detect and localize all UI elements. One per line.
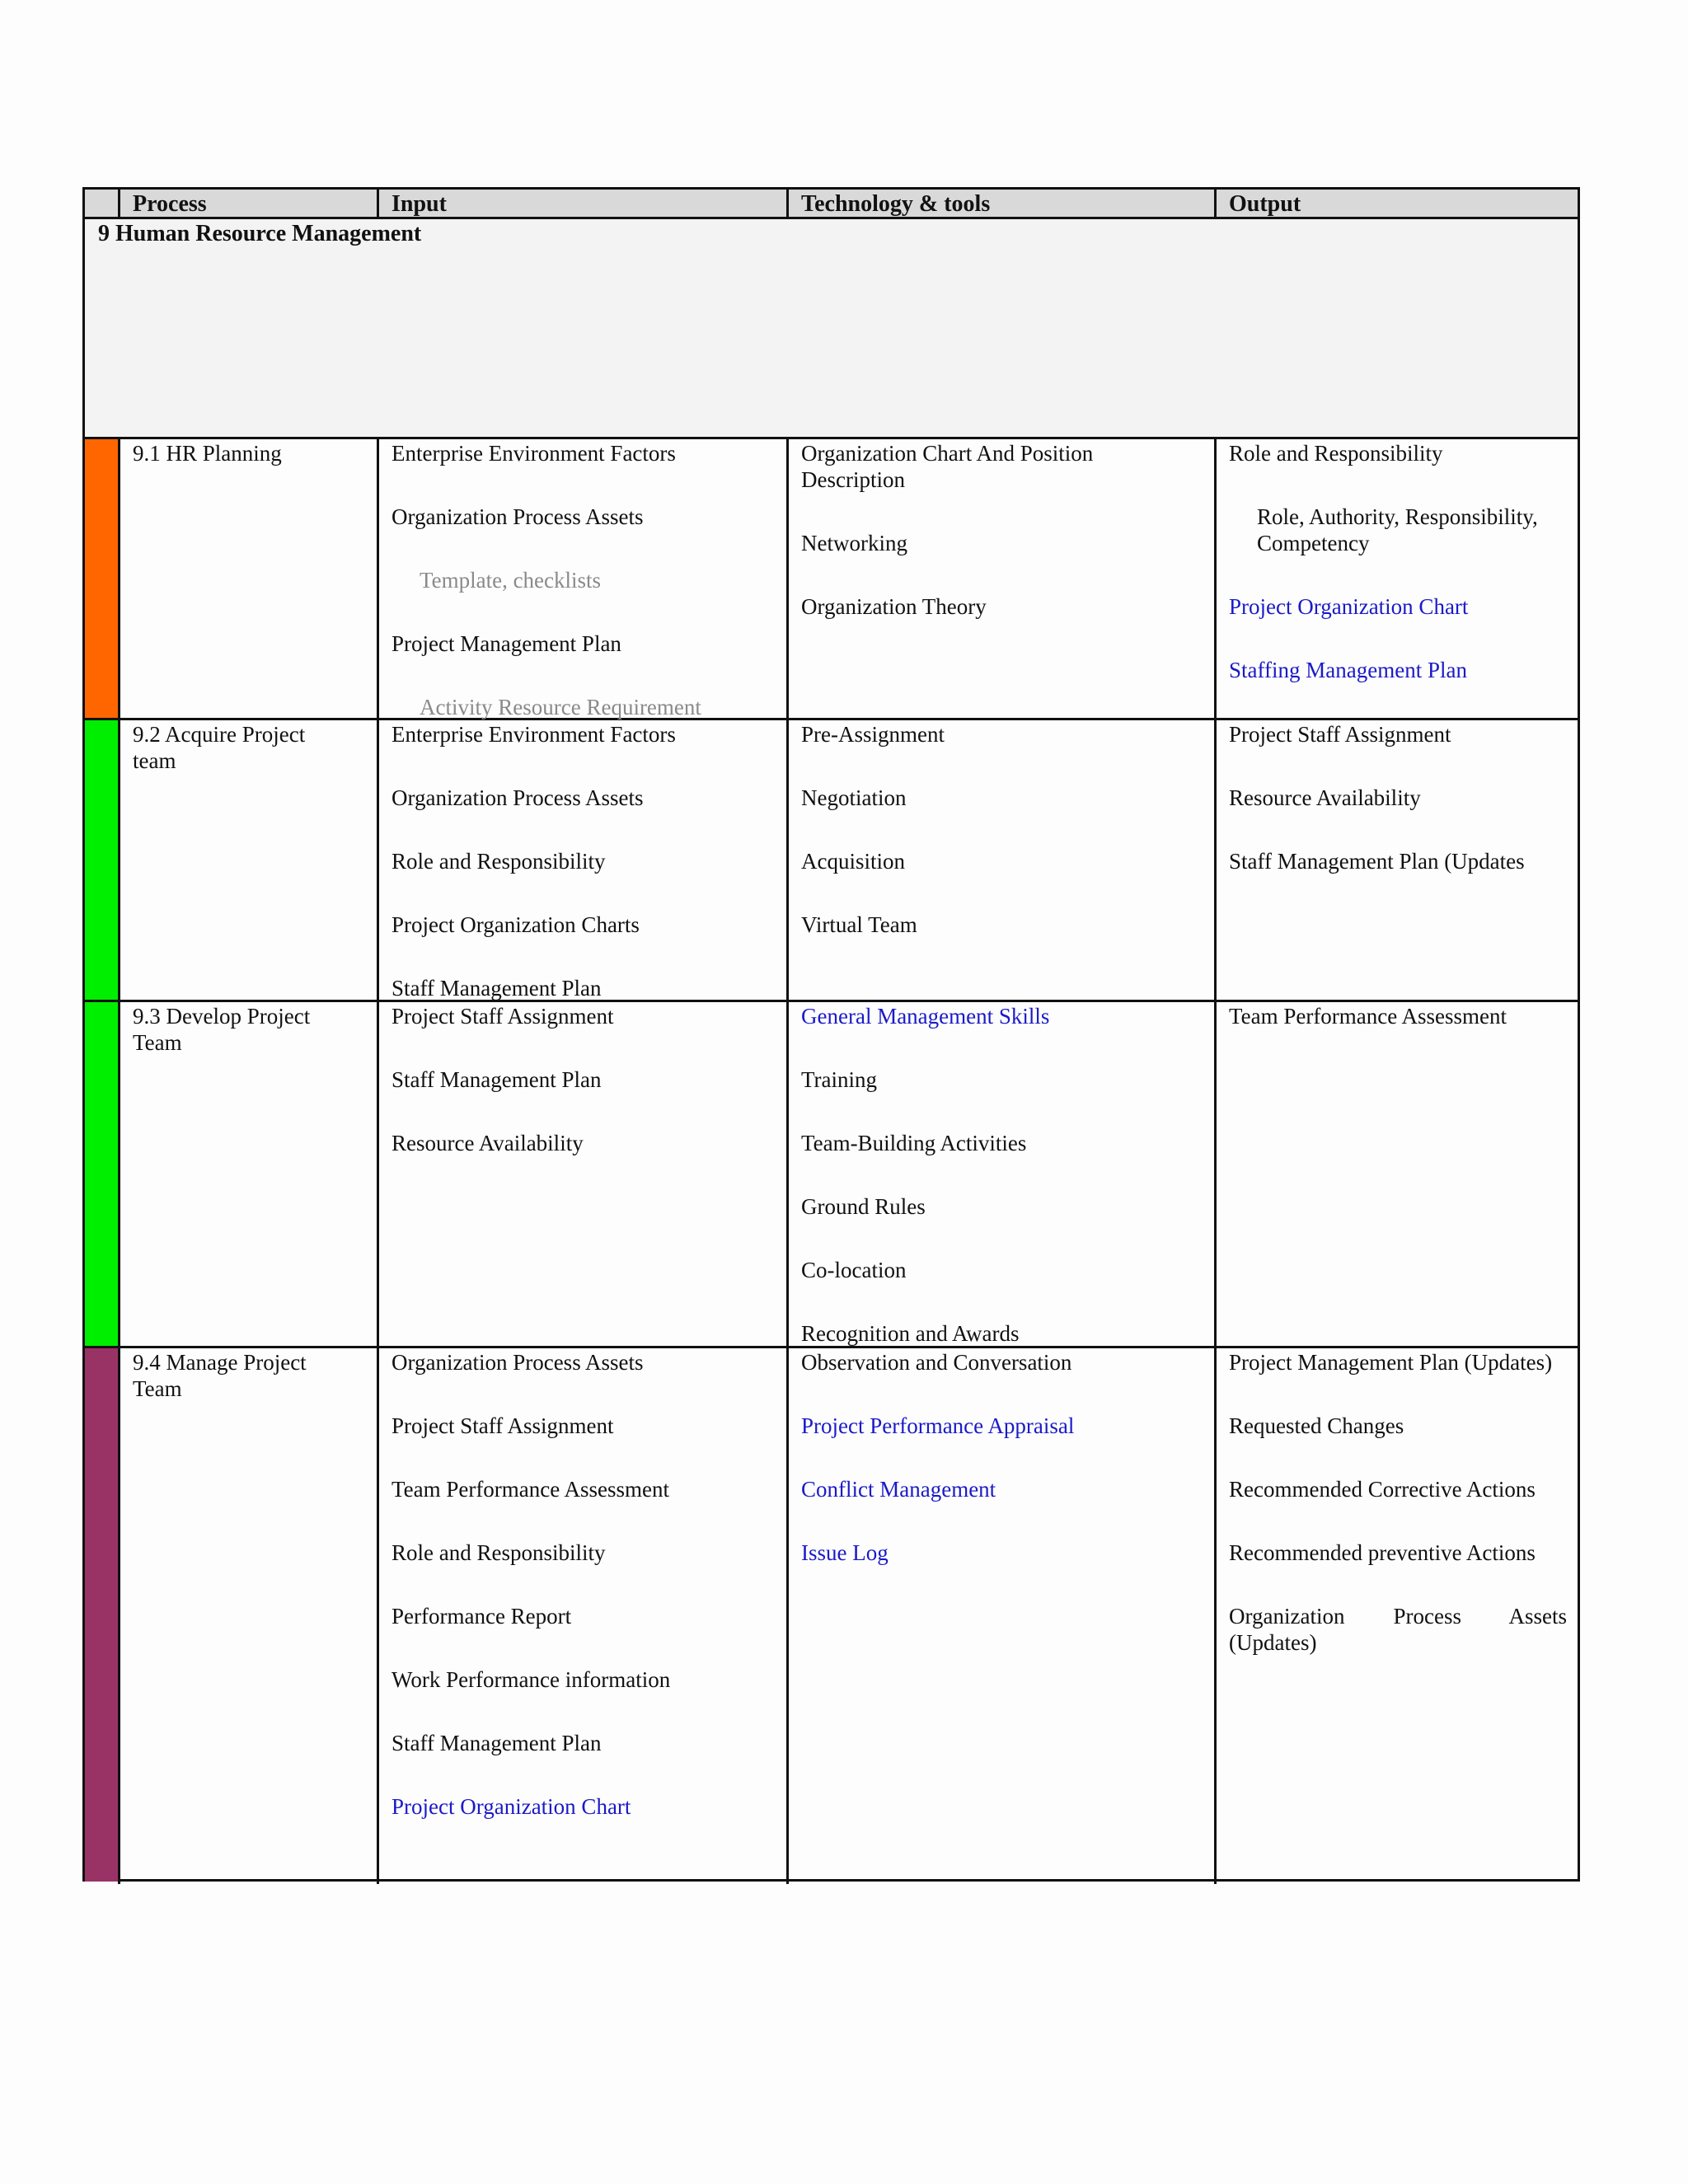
process-name: 9.4 Manage Project Team bbox=[133, 1350, 307, 1401]
input-item: Role and Responsibility bbox=[392, 1540, 606, 1565]
row-divider bbox=[85, 1000, 1578, 1002]
process-name: 9.1 HR Planning bbox=[133, 441, 282, 466]
output-link[interactable]: Project Organization Chart bbox=[1229, 594, 1469, 619]
tool-link[interactable]: Project Performance Appraisal bbox=[801, 1413, 1075, 1438]
outputs-cell bbox=[1229, 1349, 1567, 1693]
tool-link[interactable]: Issue Log bbox=[801, 1540, 889, 1565]
input-item: Staff Management Plan bbox=[392, 976, 602, 1001]
input-item: Organization Process Assets bbox=[392, 1350, 644, 1375]
output-item: Project Management Plan (Updates) bbox=[1229, 1350, 1553, 1375]
inputs-cell bbox=[392, 440, 779, 757]
input-item: Enterprise Environment Factors bbox=[392, 441, 676, 466]
tools-cell bbox=[801, 440, 1197, 657]
tool-item: Networking bbox=[801, 531, 907, 555]
input-link[interactable]: Project Organization Chart bbox=[392, 1794, 631, 1819]
tools-cell bbox=[801, 1003, 1197, 1384]
output-item: Recommended Corrective Actions bbox=[1229, 1477, 1536, 1502]
output-item: Team Performance Assessment bbox=[1229, 1004, 1507, 1029]
process-name: 9.2 Acquire Project team bbox=[133, 722, 306, 773]
input-item: Project Organization Charts bbox=[392, 912, 640, 937]
input-item: Work Performance information bbox=[392, 1667, 671, 1692]
col-divider bbox=[377, 190, 379, 219]
tool-item: Training bbox=[801, 1067, 878, 1092]
header-process: Process bbox=[133, 191, 207, 217]
output-item: Requested Changes bbox=[1229, 1413, 1404, 1438]
tool-item: Negotiation bbox=[801, 785, 907, 810]
input-item: Role and Responsibility bbox=[392, 849, 606, 874]
row-divider bbox=[85, 437, 1578, 439]
input-subitem: Activity Resource Requirement bbox=[420, 695, 701, 719]
inputs-cell bbox=[392, 1003, 779, 1193]
input-item: Performance Report bbox=[392, 1604, 572, 1629]
output-item: Staff Management Plan (Updates bbox=[1229, 849, 1525, 874]
stripe-manage-team bbox=[85, 1348, 118, 1882]
input-item: Enterprise Environment Factors bbox=[392, 722, 676, 747]
output-item: Recommended preventive Actions bbox=[1229, 1540, 1536, 1565]
hr-process-table bbox=[82, 187, 1580, 1882]
header-tools: Technology & tools bbox=[801, 191, 991, 217]
col-divider bbox=[1214, 190, 1217, 219]
col-divider bbox=[1214, 437, 1217, 1884]
output-item: Organization Process Assets (Updates) bbox=[1229, 1604, 1567, 1655]
col-divider bbox=[786, 437, 789, 1884]
col-divider bbox=[377, 437, 379, 1884]
output-link[interactable]: Staffing Management Plan bbox=[1229, 658, 1467, 682]
input-item: Project Staff Assignment bbox=[392, 1004, 614, 1029]
input-item: Team Performance Assessment bbox=[392, 1477, 670, 1502]
tool-item: Ground Rules bbox=[801, 1194, 926, 1219]
process-name: 9.3 Develop Project Team bbox=[133, 1004, 311, 1055]
header-input: Input bbox=[392, 191, 447, 217]
inputs-cell bbox=[392, 721, 779, 1038]
tool-item: Recognition and Awards bbox=[801, 1321, 1020, 1346]
col-divider bbox=[118, 437, 120, 1884]
tool-item: Observation and Conversation bbox=[801, 1350, 1072, 1375]
output-item: Resource Availability bbox=[1229, 785, 1421, 810]
header-output: Output bbox=[1229, 191, 1301, 217]
inputs-cell bbox=[392, 1349, 779, 1857]
output-item: Project Staff Assignment bbox=[1229, 722, 1451, 747]
tool-item: Pre-Assignment bbox=[801, 722, 945, 747]
tool-item: Organization Chart And Position Description bbox=[801, 441, 1094, 492]
tool-item: Organization Theory bbox=[801, 594, 987, 619]
outputs-cell bbox=[1229, 1003, 1567, 1066]
input-item: Staff Management Plan bbox=[392, 1067, 602, 1092]
tool-link[interactable]: General Management Skills bbox=[801, 1004, 1050, 1029]
input-item: Resource Availability bbox=[392, 1131, 584, 1155]
input-item: Project Management Plan bbox=[392, 631, 621, 656]
tool-item: Co-location bbox=[801, 1258, 907, 1282]
output-item: Role and Responsibility bbox=[1229, 441, 1443, 466]
col-divider bbox=[786, 190, 789, 219]
input-item: Organization Process Assets bbox=[392, 504, 644, 529]
tool-link[interactable]: Conflict Management bbox=[801, 1477, 996, 1502]
tool-item: Virtual Team bbox=[801, 912, 917, 937]
outputs-cell bbox=[1229, 721, 1567, 912]
input-item: Staff Management Plan bbox=[392, 1731, 602, 1755]
tool-item: Acquisition bbox=[801, 849, 905, 874]
tool-item: Team-Building Activities bbox=[801, 1131, 1027, 1155]
section-title: 9 Human Resource Management bbox=[98, 221, 422, 246]
stripe-hr-planning bbox=[85, 439, 118, 718]
tools-cell bbox=[801, 721, 1197, 975]
tools-cell bbox=[801, 1349, 1197, 1603]
input-item: Organization Process Assets bbox=[392, 785, 644, 810]
stripe-acquire-team bbox=[85, 720, 118, 1000]
col-divider bbox=[118, 190, 120, 219]
input-item: Project Staff Assignment bbox=[392, 1413, 614, 1438]
output-subitem: Role, Authority, Responsibility, Competency bbox=[1257, 504, 1538, 555]
input-subitem: Template, checklists bbox=[420, 568, 602, 593]
stripe-develop-team bbox=[85, 1002, 118, 1346]
section-band bbox=[85, 219, 1578, 437]
outputs-cell bbox=[1229, 440, 1567, 720]
